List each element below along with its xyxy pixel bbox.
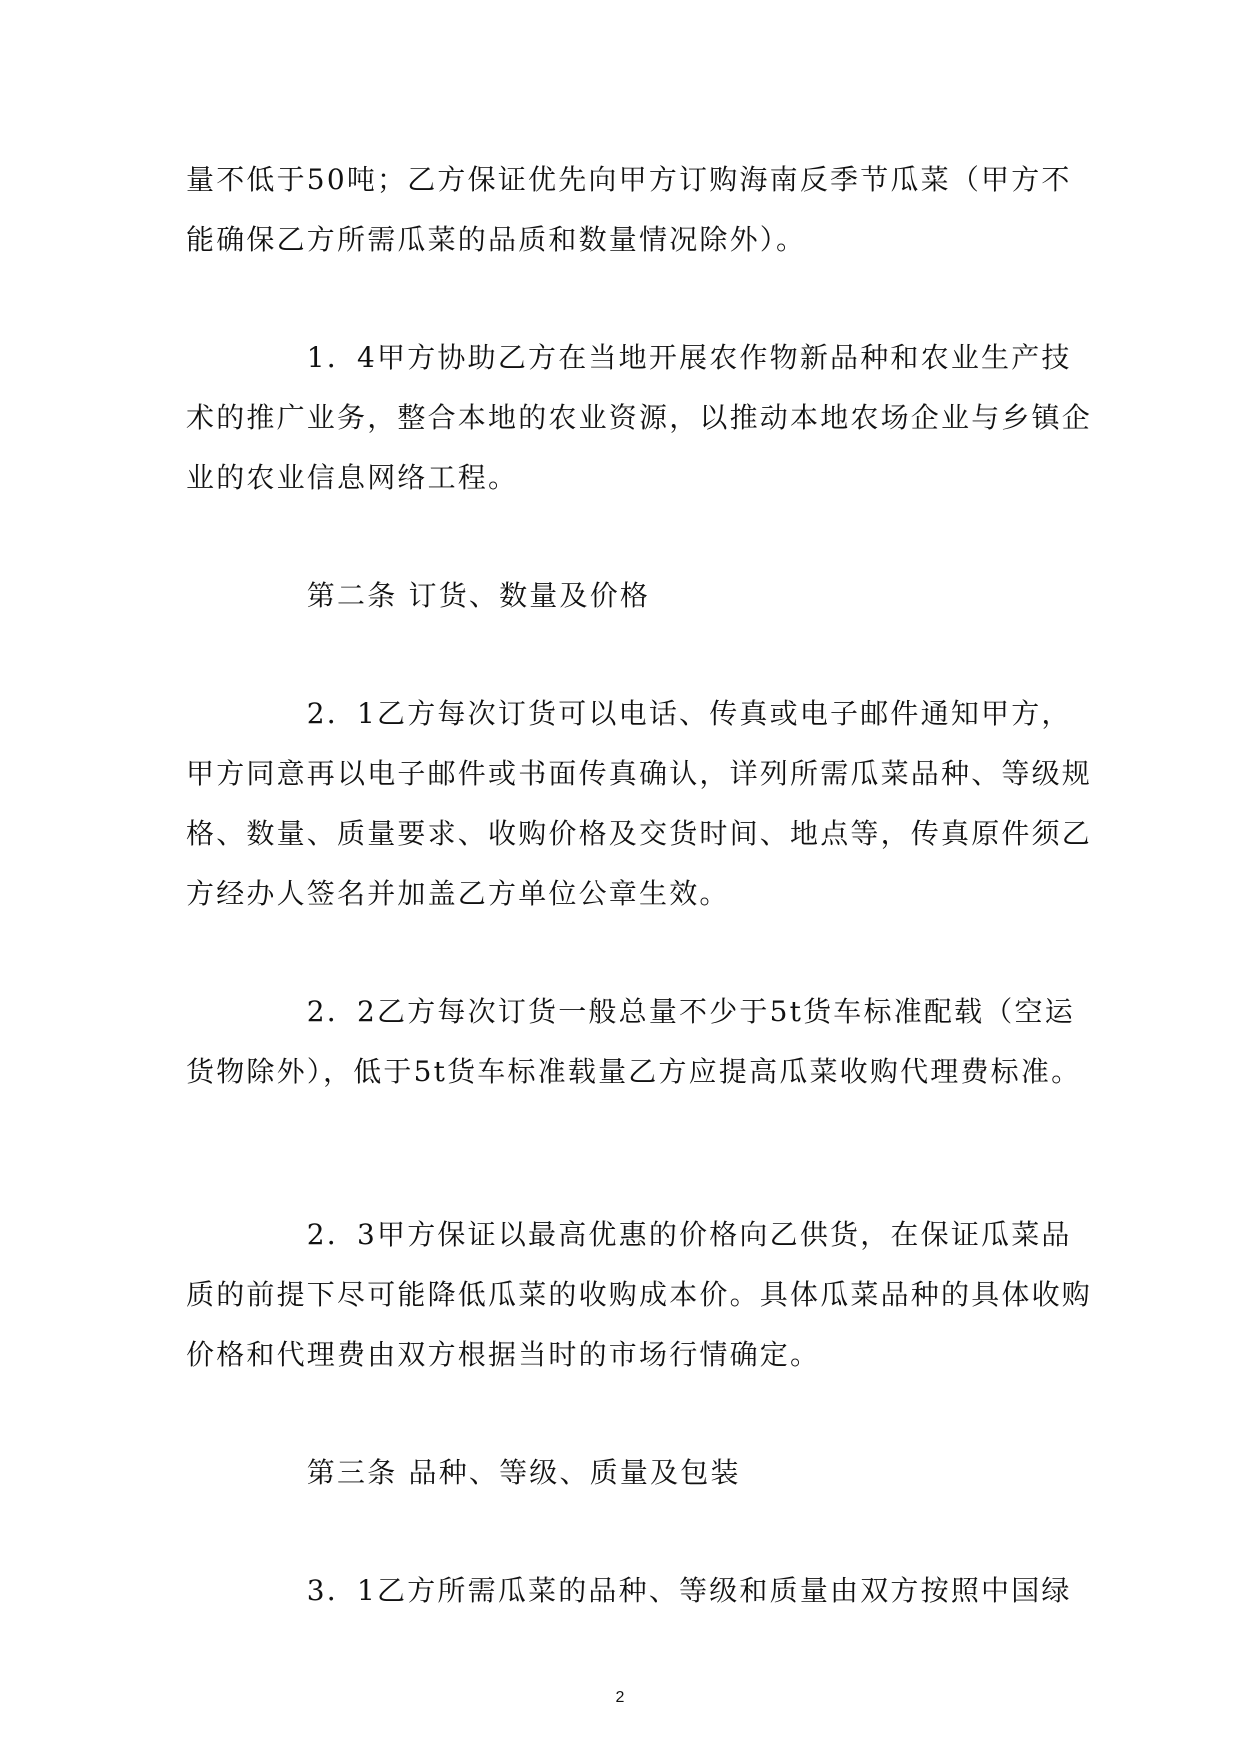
text-line: 2．3甲方保证以最高优惠的价格向乙供货，在保证瓜菜品 — [186, 1218, 1072, 1251]
section-heading-article-2: 第二条 订货、数量及价格 — [186, 579, 651, 612]
text-line: 1．4甲方协助乙方在当地开展农作物新品种和农业生产技 — [186, 341, 1072, 374]
text-line: 格、数量、质量要求、收购价格及交货时间、地点等，传真原件须乙 — [186, 817, 1093, 850]
section-heading-article-3: 第三条 品种、等级、质量及包装 — [186, 1456, 741, 1489]
text-line: 质的前提下尽可能降低瓜菜的收购成本价。具体瓜菜品种的具体收购 — [186, 1278, 1093, 1311]
text-line: 2．1乙方每次订货可以电话、传真或电子邮件通知甲方， — [186, 697, 1072, 730]
text-line: 业的农业信息网络工程。 — [186, 461, 519, 494]
text-line: 2．2乙方每次订货一般总量不少于5t货车标准配载（空运 — [186, 995, 1075, 1028]
page-number: 2 — [615, 1689, 625, 1706]
text-line: 能确保乙方所需瓜菜的品质和数量情况除外）。 — [186, 223, 807, 256]
text-line: 货物除外），低于5t货车标准载量乙方应提高瓜菜收购代理费标准。 — [186, 1055, 1082, 1088]
paragraph-clause-3-1: 3．1乙方所需瓜菜的品种、等级和质量由双方按照中国绿 — [186, 1574, 1072, 1607]
text-line: 方经办人签名并加盖乙方单位公章生效。 — [186, 877, 730, 910]
text-line: 甲方同意再以电子邮件或书面传真确认，详列所需瓜菜品种、等级规 — [186, 757, 1093, 790]
text-line: 价格和代理费由双方根据当时的市场行情确定。 — [186, 1338, 821, 1371]
text-line: 术的推广业务，整合本地的农业资源，以推动本地农场企业与乡镇企 — [186, 401, 1093, 434]
text-line: 量不低于50吨；乙方保证优先向甲方订购海南反季节瓜菜（甲方不 — [186, 163, 1072, 196]
